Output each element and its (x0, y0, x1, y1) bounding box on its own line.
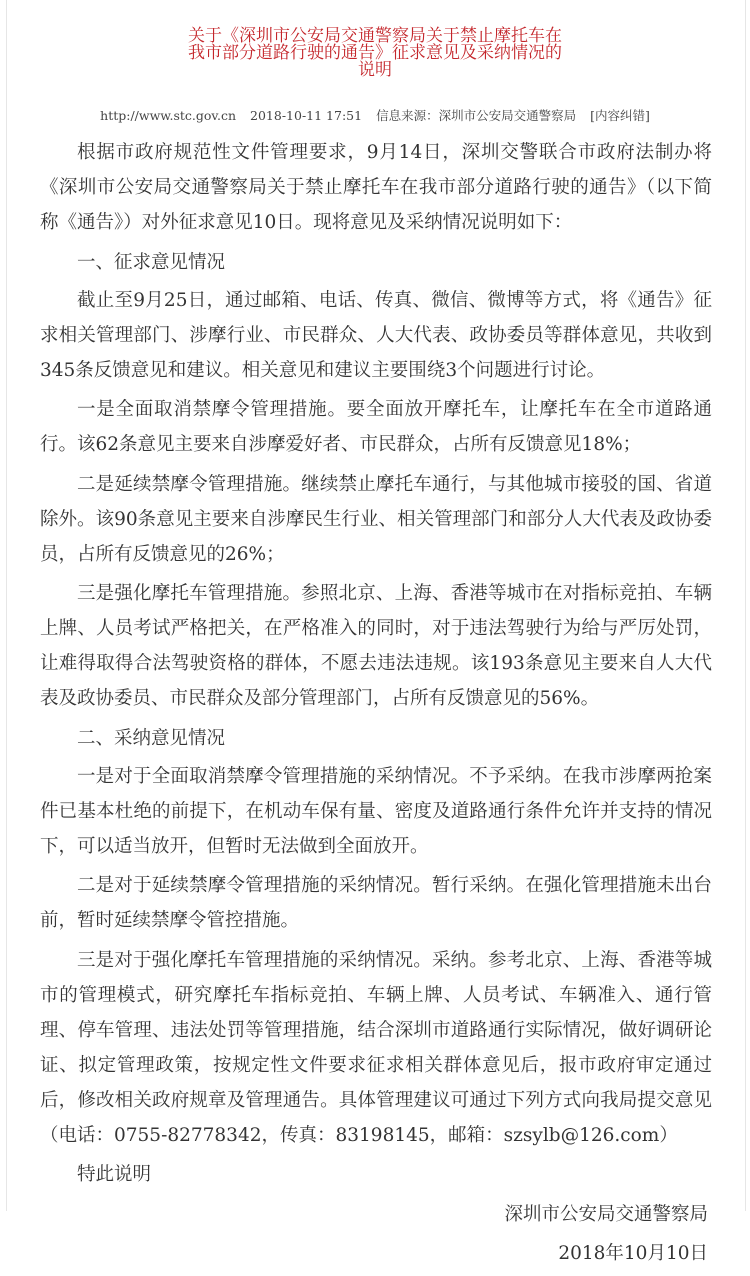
article-meta (0, 106, 750, 124)
paragraph: 一是全面取消禁摩令管理措施。要全面放开摩托车，让摩托车在全市道路通行。该62条意见主要来自涉摩爱好者、市民群众，占所有反馈意见18%； (40, 399, 712, 455)
paragraph: 三是强化摩托车管理措施。参照北京、上海、香港等城市在对指标竞拍、车辆上牌、人员考试严格把关，在严格准入的同时，对于违法驾驶行为给与严厉处罚，让难得取得合法驾驶资格的群体，不愿去违法违规。该193条意见主要来自人大代表及政协委员、市民群众及部分管理部门，占所有反馈意见的56%。 (40, 583, 712, 709)
paragraph: 截止至9月25日，通过邮箱、电话、传真、微信、微博等方式，将《通告》征求相关管理部门、涉摩行业、市民群众、人大代表、政协委员等群体意见，共收到345条反馈意见和建议。相关意见和建议主要围绕3个问题进行讨论。 (40, 289, 712, 381)
title-line: 关于《深圳市公安局交通警察局关于禁止摩托车在 (188, 26, 562, 46)
section-heading: 二、采纳意见情况 (77, 727, 226, 749)
paragraph: 二是对于延续禁摩令管理措施的采纳情况。暂行采纳。在强化管理措施未出台前，暂时延续禁摩令管控措施。 (40, 875, 712, 931)
paragraph: 一是对于全面取消禁摩令管理措施的采纳情况。不予采纳。在我市涉摩两抢案件已基本杜绝的前提下，在机动车保有量、密度及道路通行条件允许并支持的情况下，可以适当放开，但暂时无法做到全面放开。 (40, 765, 712, 857)
signature-org: 深圳市公安局交通警察局 (504, 1203, 708, 1225)
title-line: 说明 (358, 60, 392, 80)
publish-datetime: 2018-10-11 17:51 (250, 108, 363, 123)
error-correction-link[interactable]: [内容纠错] (590, 108, 650, 123)
section-heading: 一、征求意见情况 (77, 251, 226, 273)
article-title (0, 28, 750, 79)
closing-note: 特此说明 (77, 1164, 152, 1185)
signature-date: 2018年10月10日 (558, 1243, 708, 1264)
paragraph: 三是对于强化摩托车管理措施的采纳情况。采纳。参考北京、上海、香港等城市的管理模式，研究摩托车指标竞拍、车辆上牌、人员考试、车辆准入、通行管理、停车管理、违法处罚等管理措施，结合深圳市道路通行实际情况，做好调研论证、拟定管理政策，按规定性文件要求征求相关群体意见后，报市政府审定通过后，修改相关政府规章及管理通告。具体管理建议可通过下列方式向我局提交意见（电话：0755-82778342，传真：83198145，邮箱：szsylb@126.com） (40, 949, 712, 1146)
article-body (40, 135, 712, 1276)
source-url[interactable]: http://www.stc.gov.cn (100, 108, 237, 123)
paragraph: 二是延续禁摩令管理措施。继续禁止摩托车通行，与其他城市接驳的国、省道除外。该90条意见主要来自涉摩民生行业、相关管理部门和部分人大代表及政协委员，占所有反馈意见的26%； (40, 473, 712, 565)
info-source: 信息来源：深圳市公安局交通警察局 (376, 108, 577, 123)
title-line: 我市部分道路行驶的通告》征求意见及采纳情况的 (188, 43, 562, 63)
paragraph-intro: 根据市政府规范性文件管理要求，9月14日，深圳交警联合市政府法制办将《深圳市公安局交通警察局关于禁止摩托车在我市部分道路行驶的通告》（以下简称《通告》）对外征求意见10日。现将意见及采纳情况说明如下： (40, 142, 712, 233)
